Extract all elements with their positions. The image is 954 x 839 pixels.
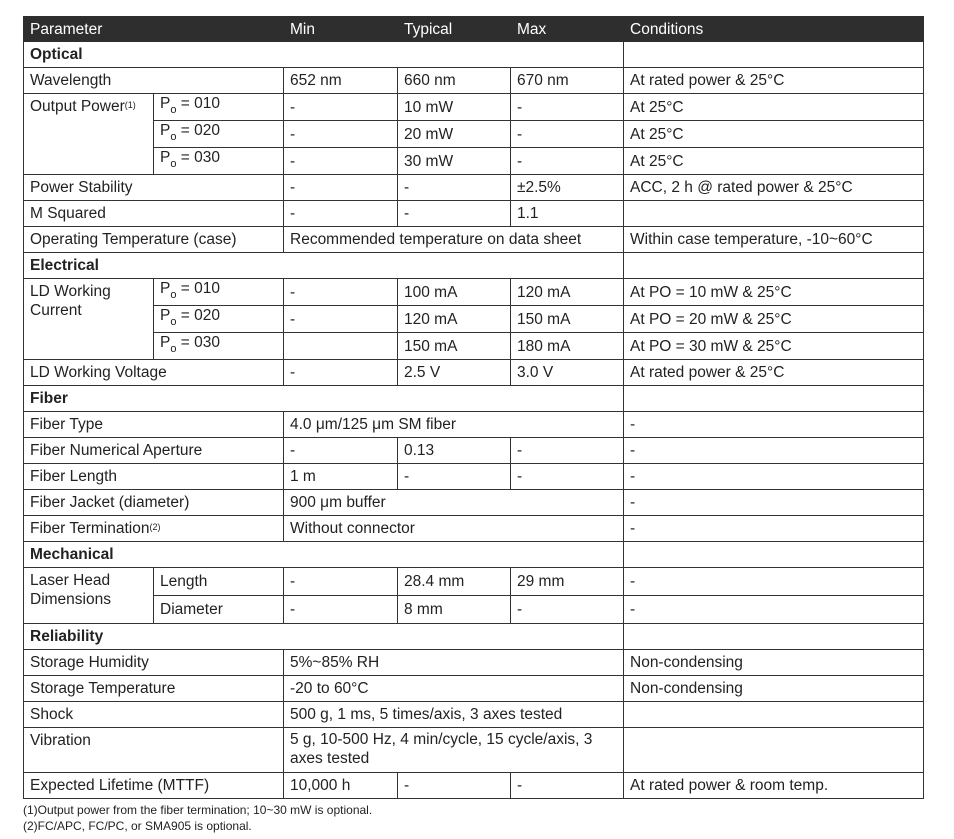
param-cell: Operating Temperature (case) xyxy=(24,227,284,253)
param-cell: Fiber Numerical Aperture xyxy=(24,438,284,464)
param-cell: Fiber Type xyxy=(24,412,284,438)
conditions-cell: At rated power & 25°C xyxy=(624,68,924,94)
typical-cell: 660 nm xyxy=(398,68,511,94)
footnote-2: (2)FC/APC, FC/PC, or SMA905 is optional. xyxy=(23,819,252,833)
table-row xyxy=(24,306,924,333)
min-cell: - xyxy=(284,94,398,121)
min-cell: - xyxy=(284,201,398,227)
typical-cell: 20 mW xyxy=(398,121,511,148)
conditions-cell: - xyxy=(624,412,924,438)
typical-cell: - xyxy=(398,773,511,799)
section-title: Fiber xyxy=(24,386,624,412)
conditions-cell: At PO = 30 mW & 25°C xyxy=(624,333,924,360)
min-cell: 1 m xyxy=(284,464,398,490)
conditions-cell: - xyxy=(624,516,924,542)
footnote-1: (1)Output power from the fiber termination; 10~30 mW is optional. xyxy=(23,803,373,817)
conditions-cell xyxy=(624,702,924,728)
po-cell: $P_o = 030$ xyxy=(154,333,284,360)
typical-cell: 120 mA xyxy=(398,306,511,333)
section-title: Reliability xyxy=(24,624,624,650)
min-cell: - xyxy=(284,438,398,464)
section-title: Electrical xyxy=(24,253,624,279)
param-cell: Fiber Jacket (diameter) xyxy=(24,490,284,516)
param-cell: Shock xyxy=(24,702,284,728)
typical-cell: 8 mm xyxy=(398,596,511,624)
value-cell: Recommended temperature on data sheet xyxy=(284,227,624,253)
param-cell: Output Power$^{(1)}$ xyxy=(24,94,154,175)
min-cell: - xyxy=(284,148,398,175)
footnote-ref: (2) xyxy=(149,522,161,532)
table-row xyxy=(24,412,924,438)
param-cell: LD Working Current xyxy=(24,279,154,360)
param-cell: Fiber Termination$^{(2)}$ xyxy=(24,516,284,542)
conditions-cell: Within case temperature, -10~60°C xyxy=(624,227,924,253)
conditions-cell: - xyxy=(624,596,924,624)
param-cell: Laser Head Dimensions xyxy=(24,568,154,624)
max-cell: 150 mA xyxy=(511,306,624,333)
table-row xyxy=(24,516,924,542)
conditions-cell: At PO = 20 mW & 25°C xyxy=(624,306,924,333)
min-cell: - xyxy=(284,175,398,201)
min-cell xyxy=(284,333,398,360)
min-cell: - xyxy=(284,568,398,596)
table-row xyxy=(24,121,924,148)
header-typical: Typical xyxy=(398,17,511,42)
max-cell: - xyxy=(511,121,624,148)
table-row xyxy=(24,490,924,516)
section-row-fiber xyxy=(24,386,924,412)
specifications-table xyxy=(23,16,924,799)
footnote-ref: (1) xyxy=(124,100,136,110)
table-header-row xyxy=(24,17,924,42)
max-cell: ±2.5% xyxy=(511,175,624,201)
conditions-cell: At PO = 10 mW & 25°C xyxy=(624,279,924,306)
table-row xyxy=(24,68,924,94)
value-cell: 500 g, 1 ms, 5 times/axis, 3 axes tested xyxy=(284,702,624,728)
param-cell: Storage Humidity xyxy=(24,650,284,676)
min-cell: 10,000 h xyxy=(284,773,398,799)
table-row xyxy=(24,438,924,464)
value-cell: 5%~85% RH xyxy=(284,650,624,676)
min-cell: - xyxy=(284,306,398,333)
min-cell: 652 nm xyxy=(284,68,398,94)
max-cell: - xyxy=(511,148,624,175)
conditions-cell: - xyxy=(624,568,924,596)
section-row-mechanical xyxy=(24,542,924,568)
spec-sheet xyxy=(23,16,923,834)
typical-cell: 10 mW xyxy=(398,94,511,121)
section-row-reliability xyxy=(24,624,924,650)
max-cell: - xyxy=(511,773,624,799)
table-row xyxy=(24,728,924,773)
po-cell: $P_o = 010$ xyxy=(154,94,284,121)
conditions-cell: At 25°C xyxy=(624,121,924,148)
min-cell: - xyxy=(284,360,398,386)
po-cell: $P_o = 020$ xyxy=(154,121,284,148)
table-row xyxy=(24,464,924,490)
po-cell: $P_o = 010$ xyxy=(154,279,284,306)
max-cell: - xyxy=(511,438,624,464)
conditions-cell: Non-condensing xyxy=(624,650,924,676)
section-row-electrical xyxy=(24,253,924,279)
table-row xyxy=(24,773,924,799)
conditions-cell: - xyxy=(624,438,924,464)
header-conditions: Conditions xyxy=(624,17,924,42)
typical-cell: 0.13 xyxy=(398,438,511,464)
table-row xyxy=(24,702,924,728)
table-row xyxy=(24,596,924,624)
value-cell: 4.0 μm/125 μm SM fiber xyxy=(284,412,624,438)
table-row xyxy=(24,94,924,121)
param-cell: Fiber Length xyxy=(24,464,284,490)
conditions-cell: - xyxy=(624,490,924,516)
max-cell: 120 mA xyxy=(511,279,624,306)
typical-cell: 100 mA xyxy=(398,279,511,306)
min-cell: - xyxy=(284,121,398,148)
typical-cell: - xyxy=(398,201,511,227)
table-row xyxy=(24,279,924,306)
typical-cell: 150 mA xyxy=(398,333,511,360)
typical-cell: 2.5 V xyxy=(398,360,511,386)
table-row xyxy=(24,201,924,227)
conditions-cell: At rated power & room temp. xyxy=(624,773,924,799)
max-cell: 1.1 xyxy=(511,201,624,227)
section-row-optical xyxy=(24,42,924,68)
sub-param-cell: Length xyxy=(154,568,284,596)
max-cell: 29 mm xyxy=(511,568,624,596)
param-cell: M Squared xyxy=(24,201,284,227)
max-cell: 3.0 V xyxy=(511,360,624,386)
value-cell: Without connector xyxy=(284,516,624,542)
table-row xyxy=(24,148,924,175)
value-cell: 900 μm buffer xyxy=(284,490,624,516)
conditions-cell xyxy=(624,201,924,227)
header-min: Min xyxy=(284,17,398,42)
min-cell: - xyxy=(284,596,398,624)
conditions-cell: At 25°C xyxy=(624,94,924,121)
conditions-cell: At 25°C xyxy=(624,148,924,175)
max-cell: 180 mA xyxy=(511,333,624,360)
po-cell: $P_o = 020$ xyxy=(154,306,284,333)
conditions-cell xyxy=(624,728,924,773)
table-row xyxy=(24,175,924,201)
min-cell: - xyxy=(284,279,398,306)
max-cell: 670 nm xyxy=(511,68,624,94)
header-max: Max xyxy=(511,17,624,42)
table-row xyxy=(24,227,924,253)
typical-cell: 30 mW xyxy=(398,148,511,175)
param-cell: Wavelength xyxy=(24,68,284,94)
max-cell: - xyxy=(511,94,624,121)
section-title: Mechanical xyxy=(24,542,624,568)
param-cell: Storage Temperature xyxy=(24,676,284,702)
table-row xyxy=(24,568,924,596)
max-cell: - xyxy=(511,596,624,624)
value-cell: 5 g, 10-500 Hz, 4 min/cycle, 15 cycle/axis, 3 axes tested xyxy=(284,728,624,773)
footnotes xyxy=(23,802,923,834)
header-parameter: Parameter xyxy=(24,17,284,42)
param-cell: Vibration xyxy=(24,728,284,773)
typical-cell: - xyxy=(398,464,511,490)
param-cell: LD Working Voltage xyxy=(24,360,284,386)
table-row xyxy=(24,676,924,702)
conditions-cell: At rated power & 25°C xyxy=(624,360,924,386)
section-title: Optical xyxy=(24,42,624,68)
conditions-cell: ACC, 2 h @ rated power & 25°C xyxy=(624,175,924,201)
table-row xyxy=(24,333,924,360)
value-cell: -20 to 60°C xyxy=(284,676,624,702)
sub-param-cell: Diameter xyxy=(154,596,284,624)
table-row xyxy=(24,650,924,676)
conditions-cell: - xyxy=(624,464,924,490)
param-cell: Expected Lifetime (MTTF) xyxy=(24,773,284,799)
typical-cell: - xyxy=(398,175,511,201)
conditions-cell: Non-condensing xyxy=(624,676,924,702)
po-cell: $P_o = 030$ xyxy=(154,148,284,175)
typical-cell: 28.4 mm xyxy=(398,568,511,596)
max-cell: - xyxy=(511,464,624,490)
table-row xyxy=(24,360,924,386)
param-cell: Power Stability xyxy=(24,175,284,201)
